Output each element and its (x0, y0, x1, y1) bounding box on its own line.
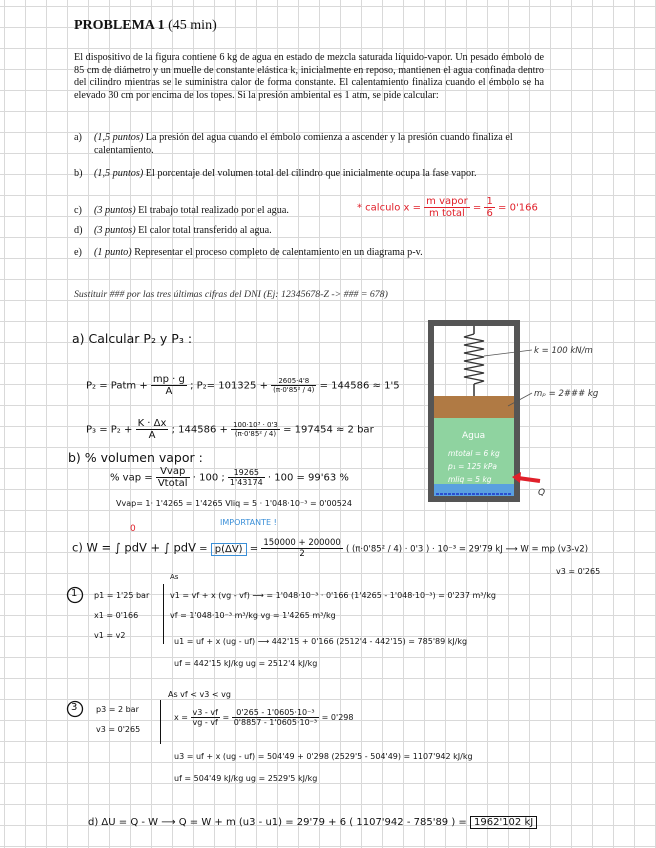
pdv-box: p(ΔV) (211, 543, 247, 556)
red-note-label: * calculo x = (357, 202, 421, 214)
final-result-box: 1962'102 kJ (470, 816, 537, 829)
part-a-heading: a) Calcular P₂ y P₃ : (72, 331, 193, 346)
c-line: c) W = ∫ pdV + ∫ pdV (72, 540, 196, 555)
important-tag: IMPORTANTE ! (220, 518, 277, 527)
b-frac-num: Vvap (156, 466, 190, 478)
s3-eq: = (222, 713, 230, 722)
question-text: Representar el proceso completo de calentamiento en un diagrama p-v. (134, 247, 423, 258)
p3-frac-den: A (148, 430, 156, 441)
k-leader (484, 350, 532, 356)
red-frac2-num: 1 (486, 196, 493, 207)
state-1-line2: vf = 1'048·10⁻³ m³/kg vg = 1'4265 m³/kg (170, 611, 336, 620)
vapor-volumes: Vvap= 1· 1'4265 = 1'4265 Vliq = 5 · 1'048·10⁻³ = 0'00524 (116, 499, 352, 508)
problem-time: (45 min) (168, 18, 217, 33)
question-text: El calor total transferido al agua. (138, 225, 272, 236)
spring-icon (464, 334, 484, 384)
s3-frac-num: v3 - vf (192, 708, 218, 717)
state-3-v: v3 = 0'265 (96, 725, 141, 734)
c-frac-num: 150000 + 200000 (263, 538, 341, 548)
state-3-line4: uf = 504'49 kJ/kg ug = 2529'5 kJ/kg (174, 774, 318, 783)
s3-result: = 0'298 (321, 713, 354, 722)
s3-frac2-num: 0'265 - 1'0605·10⁻³ (232, 708, 319, 718)
b-frac2-den: 1'43174 (229, 478, 263, 487)
question-label: b) (74, 168, 83, 179)
water-label: Agua (462, 431, 486, 441)
p3-lhs: P₃ = P₂ + (86, 424, 133, 436)
red-quality-note (357, 196, 538, 219)
p3-calc: ; 144586 + (171, 424, 228, 436)
p2-lhs: P₂ = Patm + (86, 380, 148, 392)
state-1-number: 1 (71, 588, 78, 599)
p1-label: p₁ = 125 kPa (448, 462, 497, 471)
question-e (74, 247, 544, 260)
p2-frac-num: mp · g (152, 374, 185, 385)
red-equals: = (472, 202, 482, 214)
question-text: El porcentaje del volumen total del cilindro que inicialmente ocupa la fase vapor. (145, 168, 477, 179)
problem-intro: El dispositivo de la figura contiene 6 kg de agua en estado de mezcla saturada líquido-vapor. Un pesado émbolo de 85 cm de diámetro y un muelle de constante elástica k, inicialmente en reposo, mantienen el agua confinada dentro del cilindro mientras se le suministra calor de forma constante. El calentamiento finaliza cuando el émbolo se ha elevado 30 cm por encima de los topes. Si la presión ambiental es 1 atm, se pide calcular: (74, 52, 544, 101)
question-a (74, 132, 544, 157)
state-3-p: p3 = 2 bar (96, 705, 139, 714)
p2-frac-den: A (165, 386, 173, 397)
p2-equation (86, 374, 400, 397)
red-frac-den: m total (429, 208, 465, 219)
work-equation (72, 538, 588, 559)
c-frac-den: 2 (299, 549, 305, 559)
p3-calc-num: 100·10³ · 0'3 (233, 421, 278, 429)
b-result: · 100 = 99'63 % (267, 472, 349, 484)
question-label: e) (74, 247, 82, 258)
p3-result: = 197454 ≈ 2 bar (283, 424, 374, 436)
v3-value: v3 = 0'265 (556, 567, 601, 576)
question-d (74, 225, 344, 238)
state-1-line4: uf = 442'15 kJ/kg ug = 2512'4 kJ/kg (174, 659, 318, 668)
state-3-line3: u3 = uf + x (ug - uf) = 504'49 + 0'298 (2529'5 - 504'49) = 1107'942 kJ/kg (174, 752, 473, 761)
state-3-quality (174, 708, 353, 727)
crossed-zero: 0 (130, 524, 136, 534)
p2-calc: ; P₂= 101325 + (190, 380, 268, 392)
problem-title (74, 18, 544, 34)
question-c (74, 205, 344, 218)
question-label: a) (74, 132, 82, 143)
b-frac-den: Vtotal (157, 478, 188, 489)
b-line1: % vap = (110, 472, 153, 484)
b-frac2-num: 19265 (228, 468, 265, 478)
question-points: (1,5 puntos) (94, 168, 144, 179)
footnote: Sustituir ### por las tres últimas cifras del DNI (Ej: 12345678-Z -> ### = 678) (74, 289, 388, 300)
c-rest: ( (π·0'85² / 4) · 0'3 ) · 10⁻³ = 29'79 kJ ⟶ W = mp (v3-v2) (345, 544, 589, 555)
s3-frac2-den: 0'8857 - 1'0605·10⁻³ (233, 718, 318, 727)
piston-cylinder-figure (420, 316, 640, 506)
red-frac2-den: 6 (486, 208, 493, 219)
heat-arrow-icon (518, 478, 540, 481)
state-1-v: v1 = v2 (94, 631, 126, 640)
red-frac-num: m vapor (426, 196, 468, 207)
question-b (74, 168, 544, 181)
question-points: (1 punto) (94, 247, 132, 258)
state-3-number: 3 (71, 702, 78, 713)
heat-equation (88, 817, 537, 828)
state-1-as: As (170, 573, 179, 581)
state-1-p: p1 = 1'25 bar (94, 591, 150, 600)
question-points: (1,5 puntos) (94, 132, 144, 143)
b-mid: · 100 ; (192, 472, 225, 484)
mliq-label: mliq = 5 kg (448, 475, 492, 484)
question-points: (3 puntos) (94, 205, 136, 216)
p3-calc-den: (π·0'85² / 4) (234, 430, 277, 438)
state-1-line3: u1 = uf + x (ug - uf) ⟶ 442'15 + 0'166 (2512'4 - 442'15) = 785'89 kJ/kg (174, 637, 468, 646)
p2-calc-num: 2605·4'8 (271, 377, 316, 386)
question-label: d) (74, 225, 83, 236)
state-1-x: x1 = 0'166 (94, 611, 139, 620)
k-label: k = 100 kN/m (534, 346, 593, 356)
p3-frac-num: K · Δx (137, 418, 167, 429)
cylinder-top (428, 320, 520, 326)
p2-calc-den: (π·0'85² / 4) (273, 386, 315, 394)
cylinder-left-wall (428, 320, 434, 502)
question-text: La presión del agua cuando el émbolo comienza a ascender y la presión cuando finaliza el calentamiento. (94, 132, 513, 156)
s3-frac-den: vg - vf (192, 718, 218, 727)
state-1-divider (163, 584, 164, 644)
problem-title-bold: PROBLEMA 1 (74, 18, 165, 33)
red-result: = 0'166 (498, 202, 538, 214)
question-label: c) (74, 205, 82, 216)
p3-equation (86, 418, 374, 441)
s3-x: x = (174, 713, 188, 722)
cylinder-bottom (428, 496, 520, 502)
question-points: (3 puntos) (94, 225, 136, 236)
q-label: Q (538, 488, 546, 498)
mtotal-label: mtotal = 6 kg (448, 449, 500, 458)
state-3-as: As vf < v3 < vg (168, 690, 231, 699)
part-b-heading: b) % volumen vapor : (68, 450, 203, 465)
piston (434, 396, 514, 418)
c-eq2: = (249, 543, 259, 555)
vapor-percent-equation (110, 466, 349, 489)
question-text: El trabajo total realizado por el agua. (138, 205, 289, 216)
d-line: d) ΔU = Q - W ⟶ Q = W + m (u3 - u1) = 29'79 + 6 ( 1107'942 - 785'89 ) = (88, 817, 467, 828)
state-3-divider (160, 700, 161, 744)
p2-result: = 144586 ≈ 1'5 (319, 380, 400, 392)
state-1-line1: v1 = vf + x (vg - vf) ⟶ = 1'048·10⁻³ · 0'166 (1'4265 - 1'048·10⁻³) = 0'237 m³/kg (170, 591, 496, 600)
c-eq: = (199, 543, 208, 555)
mp-label: mₚ = 2### kg (534, 389, 599, 399)
